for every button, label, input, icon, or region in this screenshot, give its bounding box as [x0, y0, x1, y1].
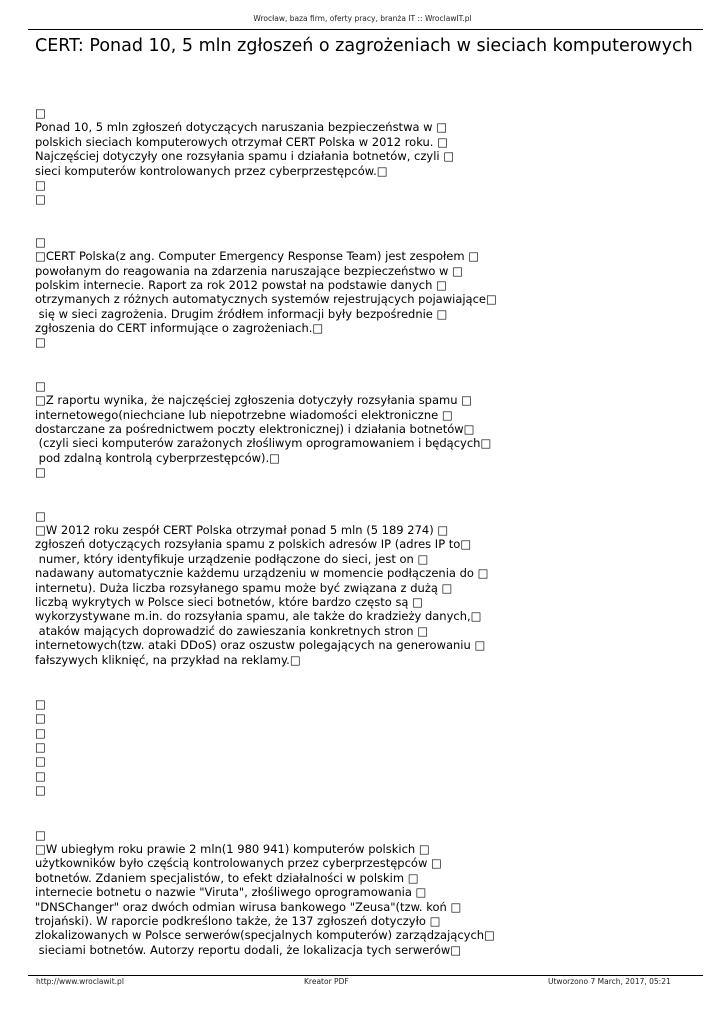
text-line: pod zdalną kontrolą cyberprzestępców).□ — [35, 450, 281, 465]
text-line: ataków mających doprowadzić do zawieszania konkretnych stron □ — [35, 623, 429, 638]
text-line: internecie botnetu o nazwie "Viruta", złośliwego oprogramowania □ — [35, 885, 427, 900]
text-line: internetowych(tzw. ataki DDoS) oraz oszustw polegających na generowaniu □ — [35, 638, 486, 653]
paragraph-4 — [35, 509, 705, 667]
text-line: Ponad 10, 5 mln zgłoszeń dotyczących naruszania bezpieczeństwa w □ — [35, 120, 448, 135]
text-line: internetu). Duża liczba rozsyłanego spamu może być związana z dużą □ — [35, 580, 453, 595]
placeholder-glyph-block — [35, 697, 705, 798]
text-line: trojański). W raporcie podkreślono także, że 137 zgłoszeń dotyczyło □ — [35, 913, 441, 928]
text-line: internetowego(niechciane lub niepotrzebne wiadomości elektroniczne □ — [35, 407, 453, 422]
text-line: fałszywych kliknięć, na przykład na reklamy.□ — [35, 652, 301, 667]
text-line: wykorzystywane m.in. do rozsyłania spamu, ale także do kradzieży danych,□ — [35, 609, 482, 624]
text-line: Najczęściej dotyczyły one rozsyłania spamu i działania botnetów, czyli □ — [35, 149, 455, 164]
text-line: □ — [35, 234, 46, 249]
text-line: numer, który identyfikuje urządzenie podłączone do sieci, jest on □ — [35, 551, 429, 566]
text-line: □ — [35, 827, 46, 842]
article-title: CERT: Ponad 10, 5 mln zgłoszeń o zagrożeniach w sieciach komputerowych — [35, 36, 693, 56]
text-line: sieciami botnetów. Autorzy reportu dodali, że lokalizacja tych serwerów□ — [35, 942, 462, 957]
text-line: □ — [35, 192, 46, 207]
text-line: powołanym do reagowania na zdarzenia naruszające bezpieczeństwo w □ — [35, 263, 463, 278]
text-line: □ — [35, 696, 46, 711]
text-line: □CERT Polska(z ang. Computer Emergency Response Team) jest zespołem □ — [35, 249, 480, 264]
text-line: □W ubiegłym roku prawie 2 mln(1 980 941) komputerów polskich □ — [35, 842, 430, 857]
footer-url: http://www.wroclawit.pl — [36, 977, 124, 986]
text-line: □ — [35, 754, 46, 769]
text-line: zgłoszenia do CERT informujące o zagrożeniach.□ — [35, 321, 324, 336]
text-line: □ — [35, 335, 46, 350]
text-line: zgłoszeń dotyczących rozsyłania spamu z polskich adresów IP (adres IP to□ — [35, 537, 472, 552]
text-line: polskim internecie. Raport za rok 2012 powstał na podstawie danych □ — [35, 277, 447, 292]
text-line: □ — [35, 783, 46, 798]
text-line: □ — [35, 725, 46, 740]
text-line: □ — [35, 378, 46, 393]
text-line: nadawany automatycznie każdemu urządzeniu w momencie podłączenia do □ — [35, 566, 489, 581]
text-line: □Z raportu wynika, że najczęściej zgłoszenia dotyczyły rozsyłania spamu □ — [35, 393, 473, 408]
text-line: polskich sieciach komputerowych otrzymał CERT Polska w 2012 roku. □ — [35, 134, 448, 149]
text-line: (czyli sieci komputerów zarażonych złośliwym oprogramowaniem i będących□ — [35, 436, 492, 451]
footer-divider — [28, 975, 703, 976]
text-line: użytkowników było częścią kontrolowanych przez cyberprzestępców □ — [35, 856, 442, 871]
paragraph-1 — [35, 106, 705, 207]
paragraph-3 — [35, 379, 705, 480]
text-line: □ — [35, 711, 46, 726]
text-line: □ — [35, 177, 46, 192]
text-line: otrzymanych z różnych automatycznych systemów rejestrujących pojawiające□ — [35, 292, 497, 307]
text-line: □ — [35, 106, 46, 120]
text-line: zlokalizowanych w Polsce serwerów(specjalnych komputerów) zarządzających□ — [35, 928, 495, 943]
text-line: się w sieci zagrożenia. Drugim źródłem informacji były bezpośrednie □ — [35, 306, 448, 321]
text-line: □ — [35, 465, 46, 480]
paragraph-5 — [35, 828, 705, 958]
text-line: □W 2012 roku zespół CERT Polska otrzymał ponad 5 mln (5 189 274) □ — [35, 522, 449, 537]
text-line: □ — [35, 508, 46, 523]
header-divider — [28, 29, 703, 30]
paragraph-2 — [35, 235, 705, 350]
text-line: liczbą wykrytych w Polsce sieci botnetów, które bardzo często są □ — [35, 594, 424, 609]
article-body — [35, 106, 705, 957]
text-line: botnetów. Zdaniem specjalistów, to efekt działalności w polskim □ — [35, 870, 419, 885]
text-line: □ — [35, 768, 46, 783]
footer-created-date: Utworzono 7 March, 2017, 05:21 — [548, 977, 671, 986]
footer-generator: Kreator PDF — [304, 977, 349, 986]
page-header: Wrocław, baza firm, oferty pracy, branża IT :: WroclawIT.pl — [253, 14, 472, 23]
text-line: sieci komputerów kontrolowanych przez cyberprzestępców.□ — [35, 163, 388, 178]
text-line: □ — [35, 740, 46, 755]
text-line: dostarczane za pośrednictwem poczty elektronicznej) i działania botnetów□ — [35, 422, 475, 437]
text-line: "DNSChanger" oraz dwóch odmian wirusa bankowego "Zeusa"(tzw. koń □ — [35, 899, 462, 914]
